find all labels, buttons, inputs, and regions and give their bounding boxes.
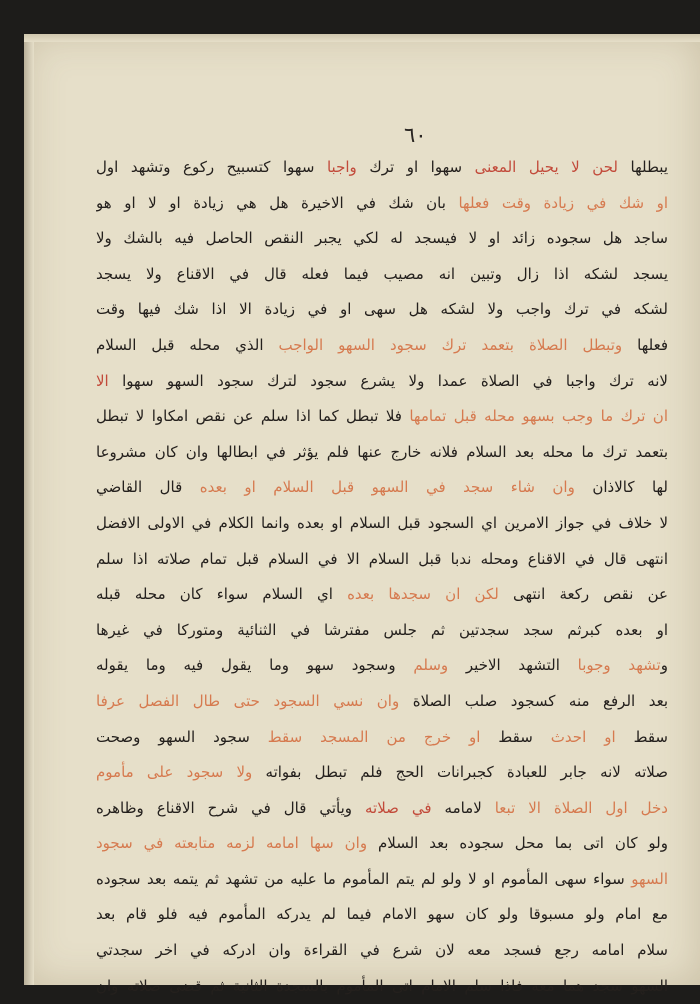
rubric-segment: ولا سجود على مأموم [96, 763, 253, 782]
text-segment: لها كالاذان [574, 478, 668, 497]
text-line [96, 221, 668, 257]
text-line [96, 506, 668, 542]
text-segment: يبطلها [630, 158, 668, 176]
rubric-segment: لحن لا يحيل المعنى [474, 158, 631, 176]
rubric-segment: تشهد وجوبا [577, 656, 661, 675]
rubric-segment: وان سها امامه لزمه متابعته في سجود [96, 834, 368, 853]
text-segment: لشكه في ترك واجب ولا لشكه هل سهى او في زيادة الا اذا شك فيها وقت [96, 300, 668, 319]
text-segment: بتعمد ترك ما محله بعد السلام فلانه خارج عنها فلم يؤثر في ابطالها وان كان مشروعا [96, 442, 668, 461]
text-segment: سهوا او ترك [356, 158, 475, 176]
text-line [96, 720, 668, 756]
text-line [96, 186, 668, 222]
text-segment: السهو سجد هما معه فاذا سلم الامام اتى المأموم بالسجدة الثانية ثم قضى صلاته وان [96, 976, 668, 995]
text-segment: ساجد هل سجوده زائد او لا فيسجد له لكي يجبر النقص الحاصل فيه بالشك ولا [96, 229, 668, 248]
rubric-segment: السهو [631, 869, 668, 888]
rubric-segment: لكن ان سجدها بعده [347, 585, 499, 604]
text-line [96, 613, 668, 649]
text-line [96, 150, 668, 186]
text-segment: او بعده كبرثم سجد سجدتين ثم جلس مفترشا في الثنائية ومتوركا في غيرها [96, 620, 668, 639]
text-segment: سواء سهى المأموم او لا ولو لم يتم المأموم ما عليه من تشهد ثم يتمه بعد سجوده [96, 869, 632, 888]
text-segment: اي السلام سواء كان محله قبله [96, 585, 348, 604]
rubric-segment: وان شاء سجد في السهو قبل السلام او بعده [199, 478, 575, 497]
text-segment: ويأتي قال في شرح الاقناع وظاهره [96, 798, 366, 817]
text-segment: فعلها [637, 335, 668, 354]
rubric-segment: في صلاته [365, 798, 432, 817]
rubric-segment: الا [96, 371, 109, 390]
text-segment: لا خلاف في جواز الامرين اي السجود قبل السلام او بعده وانما الكلام في الاولى الافضل [96, 513, 668, 532]
text-segment: يسجد لشكه اذا زال وتبين انه مصيب فيما فعله قال في الاقناع ولا يسجد [96, 264, 668, 283]
text-segment: انتهى قال في الاقناع ومحله ندبا قبل السلام الا في السلام قبل تمام صلاته اذا سلم [96, 549, 668, 568]
text-line [96, 826, 668, 862]
rubric-segment: او شك في زيادة وقت فعلها [458, 193, 668, 212]
rubric-segment: او احدث [550, 727, 616, 746]
text-line [96, 969, 668, 1004]
text-segment: سقط [615, 727, 668, 746]
text-line [96, 791, 668, 827]
text-segment: مع امام ولو مسبوقا ولو كان سهو الامام فيما لم يدركه المأموم فيه فلو قام بعد [96, 905, 668, 924]
text-line [96, 648, 668, 684]
rubric-segment: وسلم [413, 656, 449, 675]
page-top-edge [24, 34, 700, 42]
rubric-segment: او خرج من المسجد سقط [267, 727, 481, 746]
rubric-segment: ان ترك ما وجب بسهو محله قبل تمامها [409, 407, 668, 426]
text-line [96, 933, 668, 969]
text-line [96, 364, 668, 400]
text-segment: بعد الرفع منه كسجود صلب الصلاة [399, 691, 668, 710]
text-segment: ولو كان اتى بما محل سجوده بعد السلام [367, 834, 668, 853]
text-line [96, 755, 668, 791]
text-line [96, 257, 668, 293]
text-line [96, 577, 668, 613]
text-line [96, 862, 668, 898]
folio-number: ٦٠ [404, 123, 427, 147]
text-segment: سهوا كتسبيح ركوع وتشهد اول [96, 158, 327, 176]
rubric-segment: دخل اول الصلاة الا تبعا [494, 798, 668, 817]
text-segment: بان شك في الاخيرة هل هي زيادة او لا او هو [96, 193, 459, 212]
text-line [96, 292, 668, 328]
text-line [96, 542, 668, 578]
text-segment: وسجود سهو وما يقول فيه وما يقوله [96, 656, 414, 675]
rubric-segment: وان نسي السجود حتى طال الفصل عرفا [96, 691, 400, 710]
text-segment: سلام امامه رجع فسجد معه لان شرع في القراءة وان ادركه في اخر سجدتي [96, 941, 668, 960]
text-segment: سقط [480, 727, 551, 746]
text-line [96, 897, 668, 933]
text-segment: فلا تبطل كما اذا سلم عن نقص امكاوا لا تبطل [96, 407, 410, 426]
text-segment: لانه ترك واجبا في الصلاة عمدا ولا يشرع سجود لترك سجود السهو سهوا [108, 371, 668, 390]
text-line [96, 684, 668, 720]
text-line [96, 470, 668, 506]
text-segment: قال القاضي [96, 478, 200, 497]
text-segment: الذي محله قبل السلام [96, 335, 279, 354]
text-segment: التشهد الاخير [448, 656, 578, 675]
text-segment: لامامه [431, 798, 495, 817]
text-segment: و [660, 656, 668, 675]
text-block [96, 150, 668, 1004]
rubric-segment: وتبطل الصلاة بتعمد ترك سجود السهو الواجب [278, 335, 638, 354]
rubric-segment: واجبا [326, 158, 357, 176]
text-line [96, 399, 668, 435]
text-segment: عن نقص ركعة انتهى [498, 585, 668, 604]
text-segment: صلاته لانه جابر للعبادة كجبرانات الحج فلم تبطل بفواته [252, 763, 668, 782]
text-line [96, 328, 668, 364]
binding-edge [24, 34, 34, 985]
text-segment: سجود السهو وصحت [96, 727, 268, 746]
text-line [96, 435, 668, 471]
